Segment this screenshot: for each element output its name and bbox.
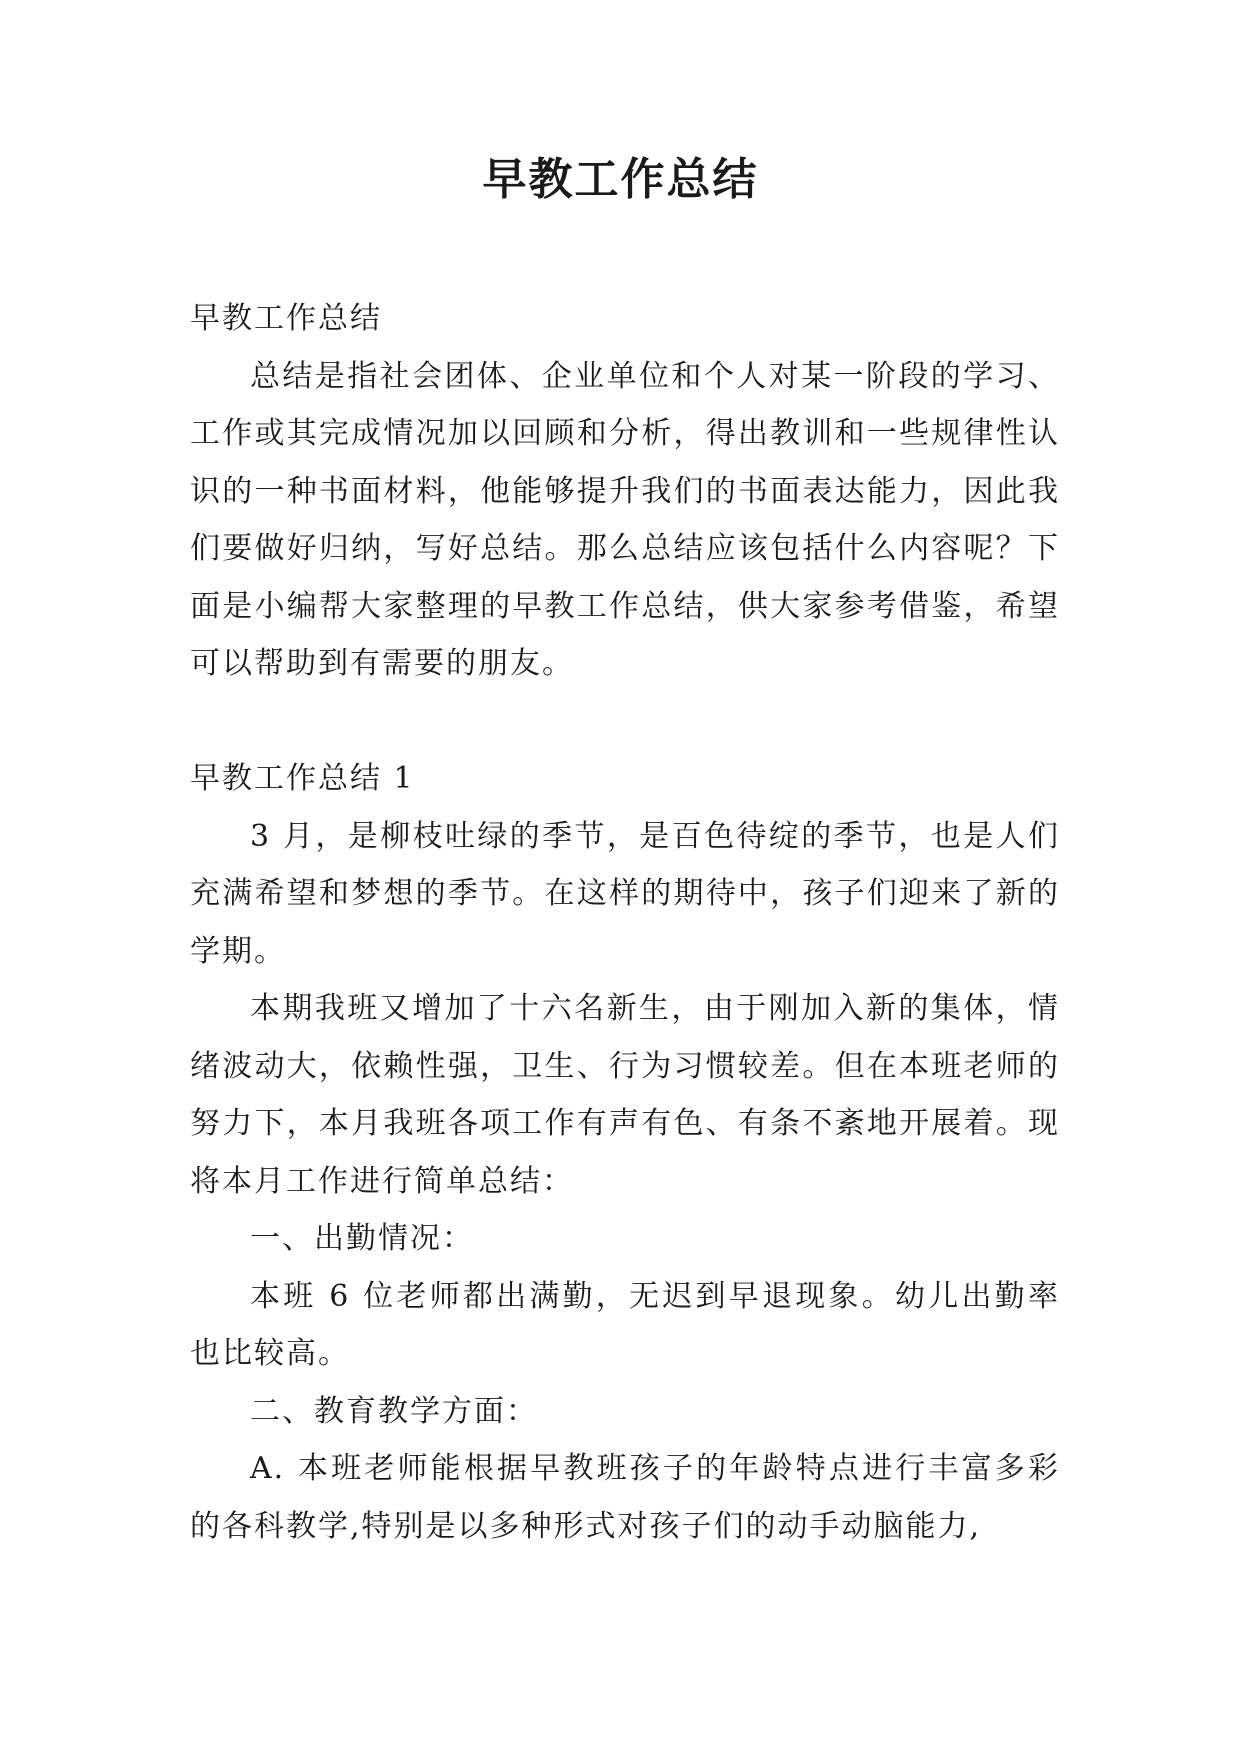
section-title: 早教工作总结 1: [190, 761, 415, 796]
paragraph-1: 3 月，是柳枝吐绿的季节，是百色待绽的季节，也是人们充满希望和梦想的季节。在这样的期待中，孩子们迎来了新的学期。: [190, 818, 1060, 969]
intro-paragraph: 总结是指社会团体、企业单位和个人对某一阶段的学习、工作或其完成情况加以回顾和分析，得出教训和一些规律性认识的一种书面材料，他能够提升我们的书面表达能力，因此我们要做好归纳，写好总结。那么总结应该包括什么内容呢？下面是小编帮大家整理的早教工作总结，供大家参考借鉴，希望可以帮助到有需要的朋友。: [190, 358, 1060, 681]
section-spacer: [190, 693, 1060, 751]
paragraph-4: A. 本班老师能根据早教班孩子的年龄特点进行丰富多彩的各科教学,特别是以多种形式对孩子们的动手动脑能力,: [190, 1451, 1060, 1544]
document-title: 早教工作总结: [482, 154, 759, 205]
paragraph-3: 本班 6 位老师都出满勤，无迟到早退现象。幼儿出勤率也比较高。: [190, 1278, 1060, 1371]
heading-teaching: 二、教育教学方面：: [250, 1393, 538, 1429]
paragraph-2: 本期我班又增加了十六名新生，由于刚加入新的集体，情绪波动大，依赖性强，卫生、行为习惯较差。但在本班老师的努力下，本月我班各项工作有声有色、有条不紊地开展着。现将本月工作进行简单总结：: [190, 991, 1060, 1199]
subtitle: 早教工作总结: [190, 301, 382, 336]
document-body: [190, 290, 1060, 1555]
heading-attendance: 一、出勤情况：: [250, 1221, 474, 1256]
